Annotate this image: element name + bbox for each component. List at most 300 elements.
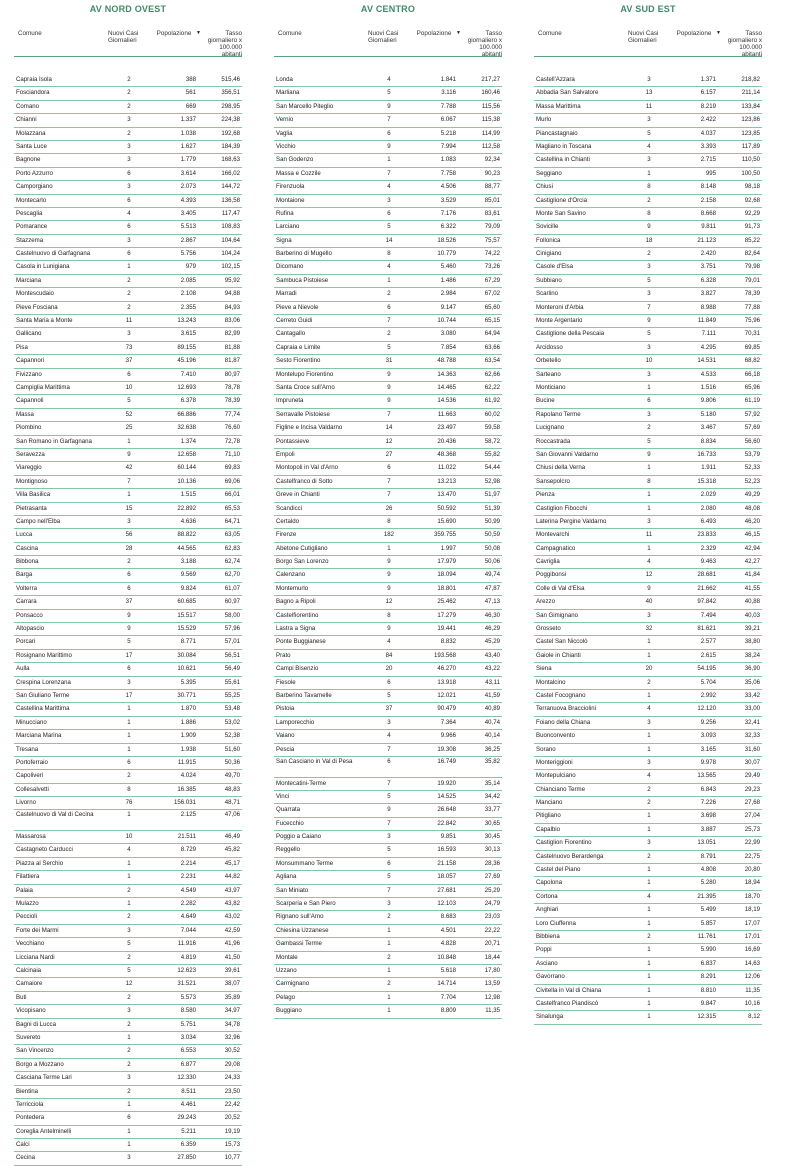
popolazione-cell: 3.080 — [440, 330, 456, 338]
sort-desc-icon[interactable]: ▼ — [456, 30, 461, 36]
tasso-cell: 39,21 — [744, 625, 760, 633]
table-row — [14, 1086, 242, 1099]
table-row — [14, 503, 242, 516]
popolazione-cell: 9.851 — [440, 833, 456, 841]
table-row — [534, 730, 762, 743]
table-row — [14, 328, 242, 341]
table-row — [274, 141, 502, 154]
popolazione-cell: 48.788 — [437, 357, 456, 365]
comune-cell: Stazzema — [16, 236, 44, 244]
nuovi-casi-cell: 1 — [127, 491, 131, 499]
popolazione-cell: 21.395 — [697, 892, 716, 900]
nuovi-casi-cell: 5 — [387, 89, 391, 97]
popolazione-cell: 21.662 — [697, 584, 716, 592]
table-row — [534, 315, 762, 328]
table-row — [274, 342, 502, 355]
nuovi-casi-cell: 7 — [387, 819, 391, 827]
table-row — [14, 596, 242, 609]
table-row — [274, 663, 502, 676]
popolazione-cell: 2.577 — [700, 638, 716, 646]
comune-cell: Monte San Savino — [536, 209, 586, 217]
column-header-popolazione: Popolazione — [156, 30, 192, 37]
popolazione-cell: 2.073 — [180, 183, 196, 191]
nuovi-casi-cell: 1 — [127, 705, 131, 713]
table-row — [534, 583, 762, 596]
nuovi-casi-cell: 6 — [387, 678, 391, 686]
table-row — [274, 925, 502, 938]
tasso-cell: 30,13 — [484, 846, 500, 854]
tasso-cell: 123,85 — [741, 129, 760, 137]
tasso-cell: 35,06 — [744, 678, 760, 686]
tasso-cell: 41,55 — [744, 584, 760, 592]
tasso-cell: 102,15 — [221, 263, 240, 271]
popolazione-cell: 3.751 — [700, 263, 716, 271]
comune-cell: Anghiari — [536, 906, 559, 914]
nuovi-casi-cell: 1 — [647, 879, 651, 887]
table-row — [534, 195, 762, 208]
table-row — [534, 677, 762, 690]
popolazione-cell: 2.231 — [180, 873, 196, 881]
tasso-cell: 74,22 — [484, 250, 500, 258]
nuovi-casi-cell: 4 — [387, 263, 391, 271]
comune-cell: Scandicci — [276, 504, 303, 512]
nuovi-casi-cell: 6 — [387, 464, 391, 472]
nuovi-casi-cell: 1 — [127, 263, 131, 271]
nuovi-casi-cell: 3 — [127, 926, 131, 934]
tasso-cell: 192,68 — [221, 129, 240, 137]
nuovi-casi-cell: 1 — [647, 544, 651, 552]
tasso-cell: 51,97 — [484, 491, 500, 499]
popolazione-cell: 18.801 — [437, 584, 456, 592]
nuovi-casi-cell: 7 — [387, 116, 391, 124]
tasso-cell: 52,33 — [744, 464, 760, 472]
nuovi-casi-cell: 2 — [127, 913, 131, 921]
popolazione-cell: 6.378 — [180, 397, 196, 405]
nuovi-casi-cell: 4 — [647, 892, 651, 900]
comune-cell: Viareggio — [16, 464, 42, 472]
nuovi-casi-cell: 3 — [647, 517, 651, 525]
popolazione-cell: 44.565 — [177, 544, 196, 552]
popolazione-cell: 13.243 — [177, 317, 196, 325]
comune-cell: Vicopisano — [16, 1007, 46, 1015]
comune-cell: Sesto Fiorentino — [276, 357, 321, 365]
table-row — [534, 663, 762, 676]
tasso-cell: 64,94 — [484, 330, 500, 338]
popolazione-cell: 4.461 — [180, 1100, 196, 1108]
tasso-cell: 35,89 — [224, 993, 240, 1001]
table-row — [274, 583, 502, 596]
popolazione-cell: 50.592 — [437, 504, 456, 512]
nuovi-casi-cell: 2 — [647, 799, 651, 807]
nuovi-casi-cell: 6 — [127, 584, 131, 592]
table-row — [274, 489, 502, 502]
nuovi-casi-cell: 4 — [387, 732, 391, 740]
tasso-cell: 40,89 — [484, 705, 500, 713]
nuovi-casi-cell: 4 — [647, 142, 651, 150]
comune-cell: Castell'Azzara — [536, 76, 575, 83]
tasso-cell: 30,07 — [744, 758, 760, 766]
tasso-cell: 28,36 — [484, 859, 500, 867]
tasso-cell: 33,00 — [744, 705, 760, 713]
nuovi-casi-cell: 9 — [387, 806, 391, 814]
nuovi-casi-cell: 3 — [647, 611, 651, 619]
comune-cell: San Giuliano Terme — [16, 691, 70, 699]
popolazione-cell: 10.848 — [437, 953, 456, 961]
comune-cell: Livorno — [16, 799, 36, 807]
comune-cell: Buggiano — [276, 1007, 302, 1015]
tasso-cell: 55,82 — [484, 450, 500, 458]
tasso-cell: 75,96 — [744, 317, 760, 325]
nuovi-casi-cell: 4 — [387, 638, 391, 646]
tasso-cell: 33,77 — [484, 806, 500, 814]
tasso-cell: 62,22 — [484, 383, 500, 391]
comune-cell: Carrara — [16, 598, 37, 606]
popolazione-cell: 11.915 — [177, 758, 196, 766]
popolazione-cell: 27.850 — [177, 1154, 196, 1162]
nuovi-casi-cell: 2 — [647, 424, 651, 432]
table-row — [534, 154, 762, 167]
popolazione-cell: 11.761 — [697, 933, 716, 940]
nuovi-casi-cell: 1 — [647, 919, 651, 927]
popolazione-cell: 3.393 — [700, 142, 716, 150]
tasso-cell: 34,97 — [224, 1007, 240, 1015]
nuovi-casi-cell: 1 — [647, 691, 651, 699]
popolazione-cell: 5.990 — [700, 946, 716, 954]
comune-cell: Castelfiorentino — [276, 611, 319, 619]
comune-cell: Poggio a Caiano — [276, 833, 322, 841]
popolazione-cell: 5.857 — [700, 919, 716, 927]
popolazione-cell: 6.322 — [440, 223, 456, 231]
tasso-cell: 38,80 — [744, 638, 760, 646]
tasso-cell: 108,83 — [221, 223, 240, 231]
tasso-cell: 19,19 — [224, 1127, 240, 1135]
popolazione-cell: 21.123 — [697, 236, 716, 244]
column-header-tasso[interactable]: Tasso giornaliero x 100.000 abitanti — [727, 30, 762, 58]
table-row — [274, 328, 502, 341]
nuovi-casi-cell: 1 — [647, 906, 651, 914]
table-row — [14, 275, 242, 288]
table-row — [534, 409, 762, 422]
comune-cell: Fucecchio — [276, 819, 304, 827]
comune-cell: Santa Luce — [16, 142, 47, 150]
nuovi-casi-cell: 20 — [645, 665, 653, 673]
comune-cell: Montaione — [276, 196, 305, 204]
nuovi-casi-cell: 12 — [645, 571, 653, 579]
nuovi-casi-cell: 1 — [127, 873, 131, 881]
tasso-cell: 18,70 — [744, 892, 760, 900]
nuovi-casi-cell: 1 — [127, 1100, 131, 1108]
popolazione-cell: 5.499 — [700, 906, 716, 914]
comune-cell: Arezzo — [536, 598, 555, 606]
tasso-cell: 64,71 — [224, 517, 240, 525]
popolazione-cell: 8.810 — [700, 986, 716, 994]
table-row — [14, 1099, 242, 1112]
comune-cell: Monteriggioni — [536, 758, 573, 766]
popolazione-cell: 89.155 — [177, 343, 196, 351]
comune-cell: Castiglione d'Orcia — [536, 196, 587, 204]
popolazione-cell: 13.565 — [697, 772, 716, 780]
popolazione-cell: 6.843 — [700, 785, 716, 793]
comune-cell: Pienza — [536, 491, 555, 499]
table-row — [274, 195, 502, 208]
popolazione-cell: 3.827 — [700, 290, 716, 298]
column-header-tasso[interactable]: Tasso giornaliero x 100.000 abitanti — [207, 30, 242, 58]
comune-cell: Cecina — [16, 1154, 35, 1162]
table-row — [534, 636, 762, 649]
comune-cell: San Casciano in Val di Pesa — [276, 757, 353, 765]
comune-cell: Montalcino — [536, 678, 566, 686]
comune-cell: San Gimignano — [536, 611, 579, 619]
nuovi-casi-cell: 6 — [127, 758, 131, 766]
nuovi-casi-cell: 5 — [387, 343, 391, 351]
table-row — [14, 569, 242, 582]
nuovi-casi-cell: 14 — [385, 236, 393, 244]
tasso-cell: 70,31 — [744, 330, 760, 338]
popolazione-cell: 9.256 — [700, 718, 716, 726]
popolazione-cell: 1.938 — [180, 745, 196, 753]
nuovi-casi-cell: 13 — [645, 89, 653, 97]
nuovi-casi-cell: 2 — [127, 102, 131, 110]
tasso-cell: 38,07 — [224, 980, 240, 988]
tasso-cell: 78,39 — [224, 397, 240, 405]
nuovi-casi-cell: 2 — [387, 980, 391, 988]
table-row — [274, 911, 502, 924]
tasso-cell: 51,39 — [484, 504, 500, 512]
nuovi-casi-cell: 3 — [647, 410, 651, 418]
popolazione-cell: 20.436 — [437, 437, 456, 445]
nuovi-casi-cell: 6 — [127, 196, 131, 204]
popolazione-cell: 6.067 — [440, 116, 456, 124]
tasso-cell: 104,24 — [221, 250, 240, 258]
tasso-cell: 18,19 — [744, 906, 760, 914]
nuovi-casi-cell: 8 — [647, 477, 651, 485]
popolazione-cell: 8.791 — [700, 852, 716, 860]
nuovi-casi-cell: 6 — [387, 757, 391, 765]
comune-cell: Bientina — [16, 1087, 39, 1095]
popolazione-cell: 8.832 — [440, 638, 456, 646]
nuovi-casi-cell: 28 — [125, 544, 133, 552]
table-row — [534, 87, 762, 100]
nuovi-casi-cell: 5 — [127, 397, 131, 405]
popolazione-cell: 16.749 — [437, 757, 456, 765]
popolazione-cell: 7.704 — [440, 993, 456, 1001]
popolazione-cell: 2.108 — [180, 290, 196, 298]
popolazione-cell: 15.318 — [697, 477, 716, 485]
popolazione-cell: 5.513 — [180, 223, 196, 231]
comune-cell: Greve in Chianti — [276, 491, 320, 499]
table-row — [534, 824, 762, 837]
table-row — [534, 569, 762, 582]
table-row — [274, 503, 502, 516]
comune-cell: Tresana — [16, 745, 39, 753]
nuovi-casi-cell: 2 — [647, 933, 651, 940]
table-row — [274, 369, 502, 382]
table-row — [274, 636, 502, 649]
comune-cell: Calcinaia — [16, 966, 42, 974]
column-header-tasso[interactable]: Tasso giornaliero x 100.000 abitanti — [467, 30, 502, 58]
table-row — [14, 235, 242, 248]
nuovi-casi-cell: 2 — [127, 1020, 131, 1028]
comune-cell: Vinci — [276, 792, 290, 800]
popolazione-cell: 6.553 — [180, 1047, 196, 1055]
popolazione-cell: 9.147 — [440, 303, 456, 311]
table-row — [534, 851, 762, 864]
popolazione-cell: 12.315 — [697, 1013, 716, 1021]
section-nord-ovest — [14, 0, 242, 1166]
tasso-cell: 211,14 — [741, 89, 760, 97]
nuovi-casi-cell: 3 — [647, 370, 651, 378]
nuovi-casi-cell: 10 — [645, 357, 653, 365]
table-row — [534, 382, 762, 395]
nuovi-casi-cell: 9 — [127, 611, 131, 619]
tasso-cell: 73,26 — [484, 263, 500, 271]
popolazione-cell: 2.355 — [180, 303, 196, 311]
comune-cell: Castel del Piano — [536, 866, 581, 874]
tasso-cell: 57,01 — [224, 638, 240, 646]
table-row — [274, 818, 502, 831]
popolazione-cell: 10.744 — [437, 317, 456, 325]
comune-cell: Laterina Pergine Valdarno — [536, 517, 607, 525]
table-row — [274, 221, 502, 234]
table-row — [14, 650, 242, 663]
nuovi-casi-cell: 17 — [125, 651, 133, 659]
nuovi-casi-cell: 9 — [647, 223, 651, 231]
comune-cell: Marradi — [276, 290, 297, 298]
nuovi-casi-cell: 3 — [127, 156, 131, 164]
comune-cell: Buonconvento — [536, 732, 575, 740]
tasso-cell: 92,29 — [744, 209, 760, 217]
nuovi-casi-cell: 6 — [127, 1114, 131, 1122]
tasso-cell: 62,66 — [484, 370, 500, 378]
tasso-cell: 50,59 — [484, 531, 500, 539]
nuovi-casi-cell: 3 — [647, 343, 651, 351]
comune-cell: Prato — [276, 651, 291, 659]
nuovi-casi-cell: 1 — [647, 491, 651, 499]
popolazione-cell: 12.103 — [437, 900, 456, 908]
comune-cell: Lucignano — [536, 424, 565, 432]
table-row — [14, 141, 242, 154]
tasso-cell: 51,60 — [224, 745, 240, 753]
table-row — [274, 181, 502, 194]
tasso-cell: 20,71 — [484, 940, 500, 948]
popolazione-cell: 11.022 — [437, 464, 456, 472]
nuovi-casi-cell: 9 — [387, 558, 391, 566]
table-row — [14, 355, 242, 368]
popolazione-cell: 8.580 — [180, 1007, 196, 1015]
nuovi-casi-cell: 3 — [387, 718, 391, 726]
comune-cell: Capraia e Limite — [276, 343, 321, 351]
table-row — [14, 516, 242, 529]
popolazione-cell: 10.779 — [437, 250, 456, 258]
nuovi-casi-cell: 9 — [387, 383, 391, 391]
tasso-cell: 63,54 — [484, 357, 500, 365]
table-row — [14, 315, 242, 328]
table-row — [14, 1139, 242, 1152]
table-row — [14, 938, 242, 951]
table-row — [274, 261, 502, 274]
popolazione-cell: 7.364 — [440, 718, 456, 726]
tasso-cell: 61,92 — [484, 397, 500, 405]
comune-cell: Cinigiano — [536, 250, 562, 258]
nuovi-casi-cell: 3 — [127, 678, 131, 686]
tasso-cell: 61,19 — [744, 397, 760, 405]
popolazione-cell: 2.029 — [700, 491, 716, 499]
tasso-cell: 52,38 — [224, 732, 240, 740]
comune-cell: Monteroni d'Arbia — [536, 303, 584, 311]
table-row — [534, 436, 762, 449]
nuovi-casi-cell: 26 — [385, 504, 393, 512]
tasso-cell: 38,24 — [744, 651, 760, 659]
popolazione-cell: 8.683 — [440, 913, 456, 921]
comune-cell: Montevarchi — [536, 531, 570, 539]
comune-cell: Castellina Marittima — [16, 705, 70, 713]
table-row — [534, 797, 762, 810]
popolazione-cell: 3.165 — [700, 745, 716, 753]
tasso-cell: 47,13 — [484, 598, 500, 606]
popolazione-cell: 4.506 — [440, 183, 456, 191]
tasso-cell: 25,29 — [484, 886, 500, 894]
table-row — [274, 596, 502, 609]
tasso-cell: 50,08 — [484, 544, 500, 552]
comune-cell: Molazzana — [16, 129, 46, 137]
comune-cell: Serravalle Pistoiese — [276, 410, 330, 418]
sort-desc-icon[interactable]: ▼ — [716, 30, 721, 36]
table-row — [14, 1072, 242, 1085]
comune-cell: Pescia — [276, 745, 295, 753]
table-row — [14, 168, 242, 181]
nuovi-casi-cell: 18 — [645, 236, 653, 244]
tasso-cell: 8,12 — [748, 1013, 760, 1021]
nuovi-casi-cell: 1 — [127, 900, 131, 908]
nuovi-casi-cell: 2 — [127, 76, 131, 83]
tasso-cell: 30,65 — [484, 819, 500, 827]
tasso-cell: 81,87 — [224, 357, 240, 365]
table-row — [14, 690, 242, 703]
tasso-cell: 29,23 — [744, 785, 760, 793]
nuovi-casi-cell: 7 — [387, 169, 391, 177]
comune-cell: Collesalvetti — [16, 785, 49, 793]
table-row — [534, 422, 762, 435]
popolazione-cell: 5.751 — [180, 1020, 196, 1028]
popolazione-cell: 5.573 — [180, 993, 196, 1001]
comune-cell: Campi Bisenzio — [276, 665, 319, 673]
tasso-cell: 65,60 — [484, 303, 500, 311]
nuovi-casi-cell: 2 — [127, 886, 131, 894]
nuovi-casi-cell: 14 — [385, 424, 393, 432]
table-row — [14, 623, 242, 636]
comune-cell: Dicomano — [276, 263, 304, 271]
nuovi-casi-cell: 6 — [387, 209, 391, 217]
table-row — [14, 248, 242, 261]
table-row — [14, 489, 242, 502]
popolazione-cell: 5.460 — [440, 263, 456, 271]
nuovi-casi-cell: 1 — [647, 973, 651, 981]
table-row — [14, 610, 242, 623]
tasso-cell: 217,27 — [481, 76, 500, 83]
tasso-cell: 77,88 — [744, 303, 760, 311]
popolazione-cell: 8.834 — [700, 437, 716, 445]
tasso-cell: 78,39 — [744, 290, 760, 298]
popolazione-cell: 4.636 — [180, 517, 196, 525]
tasso-cell: 17,01 — [744, 933, 760, 940]
nuovi-casi-cell: 2 — [647, 785, 651, 793]
comune-cell: Montelupo Fiorentino — [276, 370, 334, 378]
table-row — [274, 355, 502, 368]
sort-desc-icon[interactable]: ▼ — [196, 30, 201, 36]
tasso-cell: 82,64 — [744, 250, 760, 258]
comune-cell: Santa Croce sull'Arno — [276, 383, 335, 391]
popolazione-cell: 32.638 — [177, 424, 196, 432]
